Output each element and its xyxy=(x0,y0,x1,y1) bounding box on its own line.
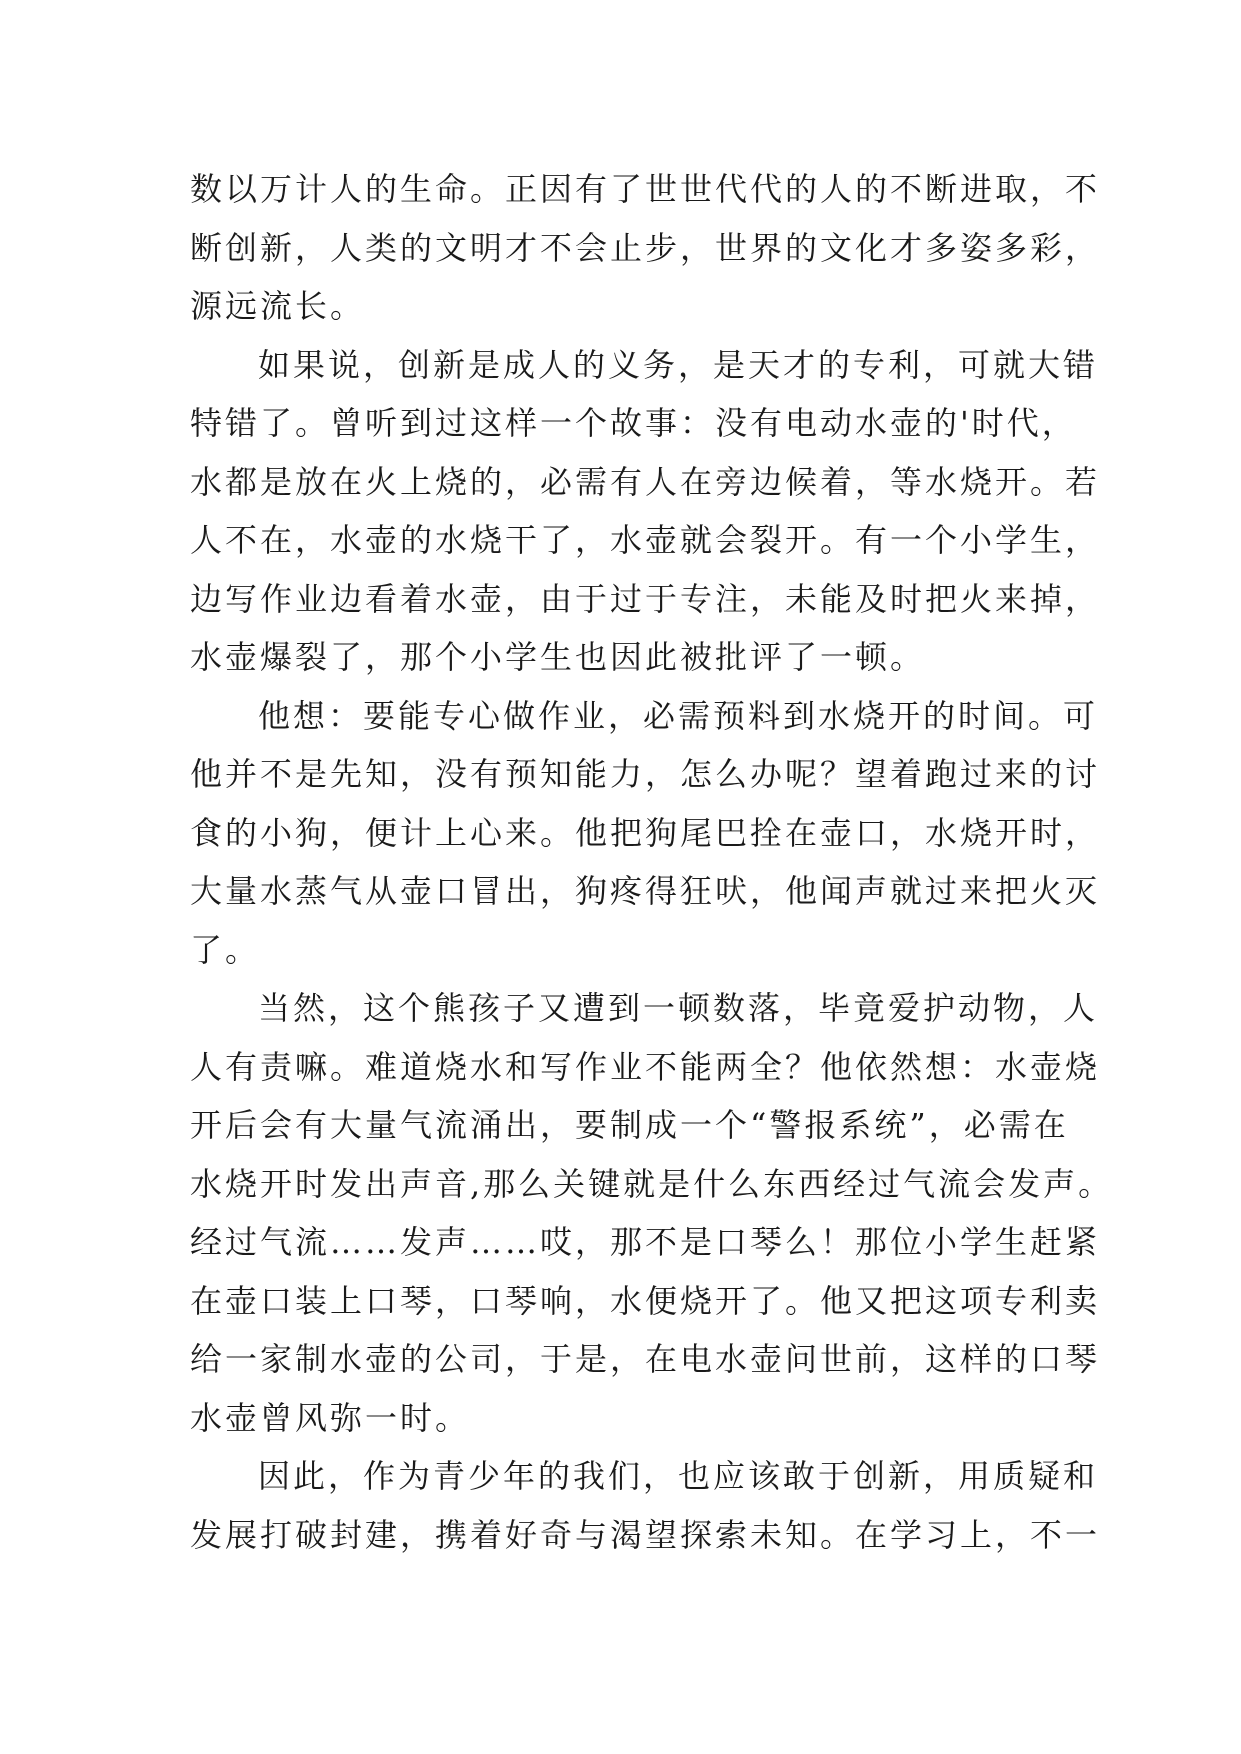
paragraph-2 xyxy=(190,336,1101,687)
body-text xyxy=(190,160,1114,1564)
text-line: 水都是放在火上烧的，必需有人在旁边候着，等水烧开。若 xyxy=(190,462,1101,501)
text-line: 人有责嘛。难道烧水和写作业不能两全？他依然想：水壶烧 xyxy=(190,1047,1101,1086)
text-line: 在壶口装上口琴，口琴响，水便烧开了。他又把这项专利卖 xyxy=(190,1281,1101,1320)
text-line: 发展打破封建，携着好奇与渴望探索未知。在学习上，不一 xyxy=(190,1515,1101,1554)
text-line: 给一家制水壶的公司，于是，在电水壶问世前，这样的口琴 xyxy=(190,1340,1101,1378)
text-line: 经过气流……发声……哎，那不是口琴么！那位小学生赶紧 xyxy=(190,1223,1101,1261)
text-line: 人不在，水壶的水烧干了，水壶就会裂开。有一个小学生， xyxy=(190,521,1101,559)
text-line: 如果说，创新是成人的义务，是天才的专利，可就大错 xyxy=(258,345,1099,384)
text-line: 断创新，人类的文明才不会止步，世界的文化才多姿多彩， xyxy=(190,228,1101,267)
text-line: 特错了。曾听到过这样一个故事：没有电动水壶的'时代， xyxy=(190,404,1077,442)
paragraph-5 xyxy=(190,1447,1101,1564)
text-line: 数以万计人的生命。正因有了世世代代的人的不断进取，不 xyxy=(190,170,1101,208)
text-line: 大量水蒸气从壶口冒出，狗疼得狂吠，他闻声就过来把火灭 xyxy=(190,872,1101,910)
text-line: 水壶爆裂了，那个小学生也因此被批评了一顿。 xyxy=(190,638,926,676)
paragraph-1 xyxy=(190,160,1101,336)
text-line: 他并不是先知，没有预知能力，怎么办呢？望着跑过来的讨 xyxy=(190,755,1101,793)
paragraph-4 xyxy=(190,979,1114,1447)
text-line: 水壶曾风弥一时。 xyxy=(190,1398,471,1437)
text-line: 他想：要能专心做作业，必需预料到水烧开的时间。可 xyxy=(258,696,1099,735)
text-line: 食的小狗，便计上心来。他把狗尾巴拴在壶口，水烧开时， xyxy=(190,813,1101,852)
text-line: 当然，这个熊孩子又遭到一顿数落，毕竟爱护动物，人 xyxy=(258,989,1099,1027)
text-line: 水烧开时发出声音,那么关键就是什么东西经过气流会发声。 xyxy=(190,1164,1114,1203)
text-line: 源远流长。 xyxy=(190,287,366,325)
paragraph-3 xyxy=(190,687,1101,980)
text-line: 边写作业边看着水壶，由于过于专注，未能及时把火来掉， xyxy=(190,579,1101,618)
text-line: 开后会有大量气流涌出，要制成一个“警报系统”，必需在 xyxy=(190,1106,1069,1144)
text-line: 了。 xyxy=(190,930,261,969)
text-line: 因此，作为青少年的我们，也应该敢于创新，用质疑和 xyxy=(258,1457,1099,1495)
